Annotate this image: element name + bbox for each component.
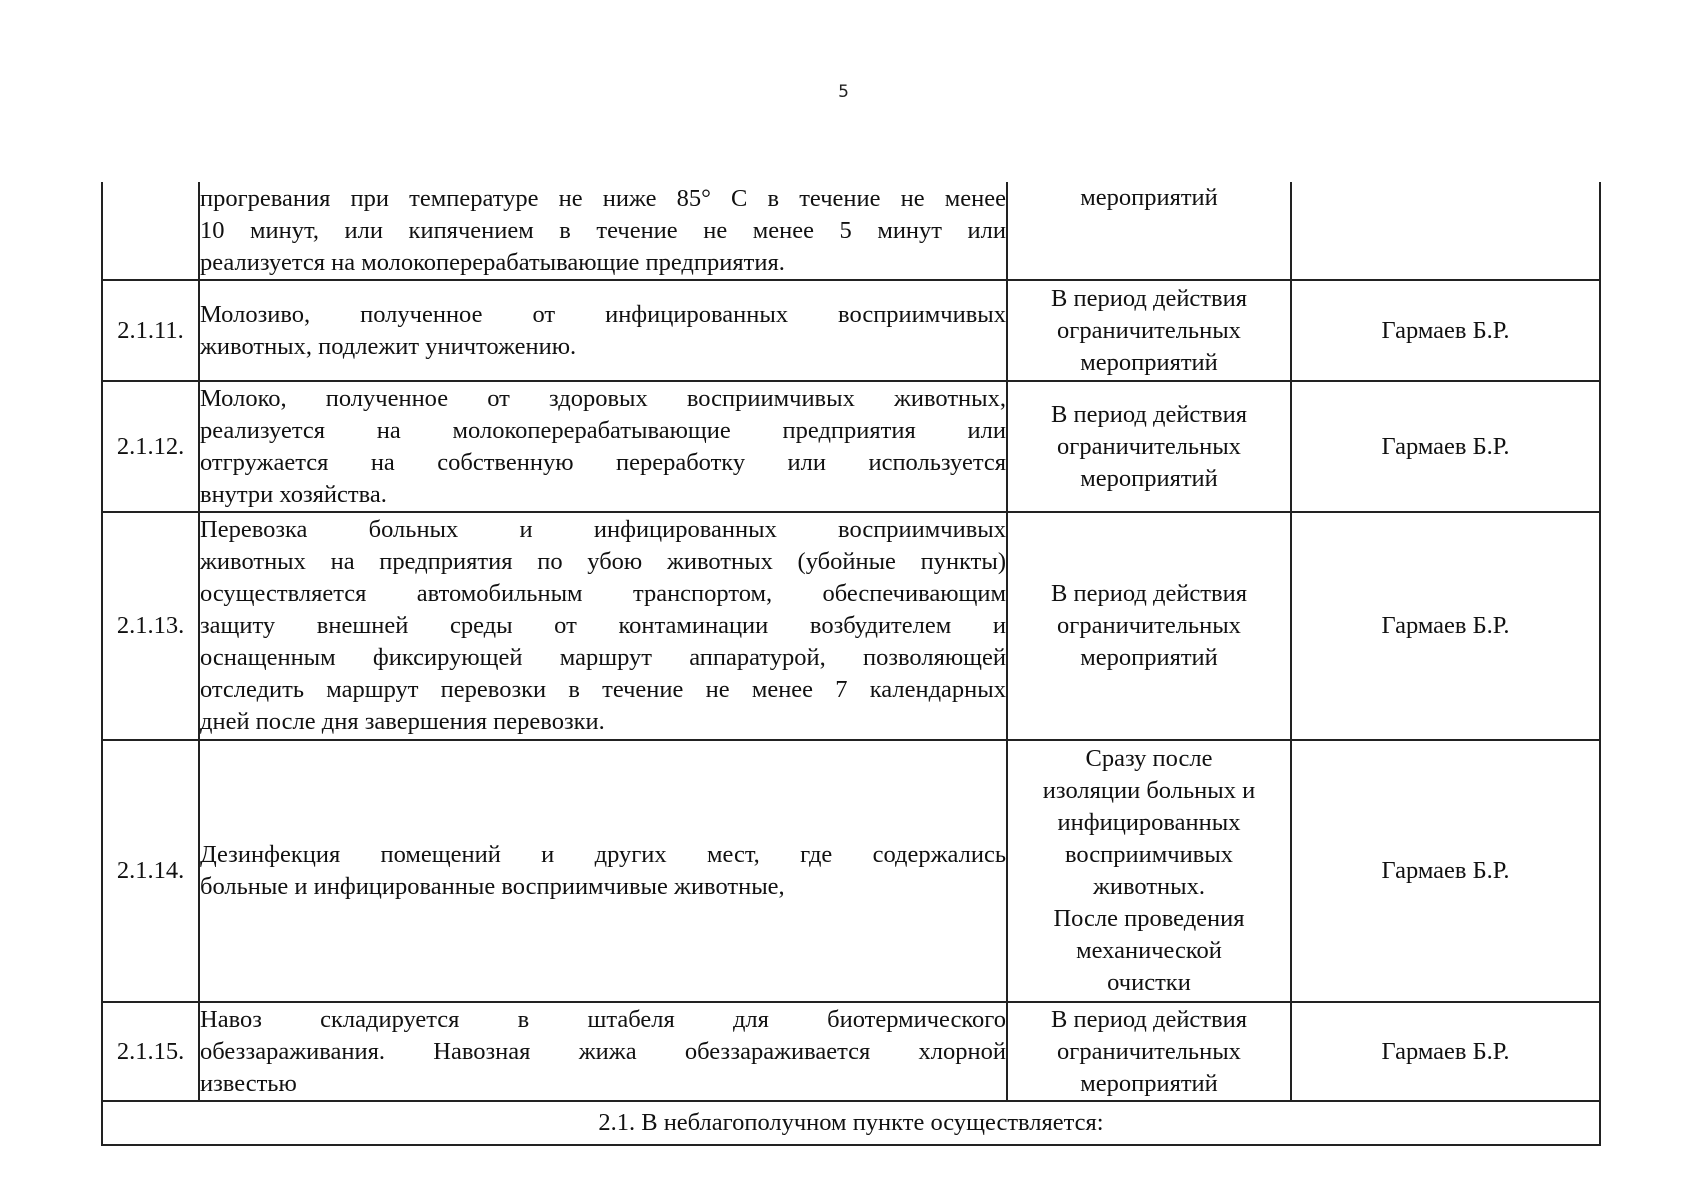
- table-row: [102, 512, 1600, 740]
- description-line: животных, подлежит уничтожению.: [200, 332, 577, 360]
- term-line: мероприятий: [1080, 348, 1218, 376]
- term-line: восприимчивых: [1065, 841, 1233, 868]
- term-line: мероприятий: [1080, 1069, 1218, 1097]
- responsible-person: Гармаев Б.Р.: [1291, 280, 1600, 381]
- execution-term: [1007, 512, 1291, 740]
- description-line: обеззараживания. Навозная жижа обеззараживается хлорной: [200, 1037, 1006, 1065]
- term-line: После проведения: [1053, 905, 1245, 932]
- description-line: защиту внешней среды от контаминации возбудителем и: [200, 612, 1006, 639]
- responsible-person: Гармаев Б.Р.: [1291, 381, 1600, 512]
- row-number: [102, 182, 199, 280]
- measure-description: [199, 740, 1007, 1002]
- description-line: внутри хозяйства.: [200, 480, 387, 508]
- term-line: механической: [1076, 937, 1222, 964]
- description-line: отгружается на собственную переработку или используется: [200, 448, 1006, 476]
- description-line: оснащенным фиксирующей маршрут аппаратурой, позволяющей: [200, 644, 1006, 671]
- section-heading-row: [102, 1101, 1600, 1145]
- term-line: ограничительных: [1057, 316, 1241, 344]
- term-line: В период действия: [1051, 580, 1247, 607]
- term-line: мероприятий: [1080, 644, 1218, 671]
- term-line: очистки: [1107, 969, 1191, 996]
- table-row: [102, 740, 1600, 1002]
- description-line: Молоко, полученное от здоровых восприимчивых животных,: [200, 384, 1006, 412]
- measure-description: [199, 182, 1007, 280]
- term-line: В период действия: [1051, 1005, 1247, 1033]
- description-line: Перевозка больных и инфицированных восприимчивых: [200, 516, 1006, 543]
- measure-description: [199, 1002, 1007, 1101]
- table-row: [102, 381, 1600, 512]
- term-line: ограничительных: [1057, 612, 1241, 639]
- table-row: [102, 182, 1600, 280]
- term-line: В период действия: [1051, 284, 1247, 312]
- responsible-person: Гармаев Б.Р.: [1291, 740, 1600, 1002]
- execution-term: [1007, 740, 1291, 1002]
- measures-table: [101, 182, 1601, 1146]
- responsible-person: Гармаев Б.Р.: [1291, 1002, 1600, 1101]
- execution-term: [1007, 280, 1291, 381]
- description-line: известью: [200, 1069, 297, 1097]
- term-line: животных.: [1092, 873, 1206, 900]
- description-line: Навоз складируется в штабеля для биотермического: [200, 1005, 1006, 1033]
- execution-term: [1007, 381, 1291, 512]
- term-line: мероприятий: [1080, 464, 1218, 492]
- measure-description: [199, 381, 1007, 512]
- table-row: [102, 1002, 1600, 1101]
- term-line: мероприятий: [1080, 184, 1218, 211]
- description-line: Дезинфекция помещений и других мест, где содержались: [200, 841, 1006, 868]
- description-line: реализуется на молокоперерабатывающие предприятия.: [200, 248, 785, 276]
- description-line: 10 минут, или кипячением в течение не менее 5 минут или: [200, 216, 1006, 244]
- description-line: животных на предприятия по убою животных (убойные пункты): [200, 548, 1006, 575]
- row-number: 2.1.14.: [102, 740, 199, 1002]
- term-line: изоляции больных и: [1042, 777, 1256, 804]
- measure-description: [199, 512, 1007, 740]
- measure-description: [199, 280, 1007, 381]
- table-row: [102, 280, 1600, 381]
- term-line: В период действия: [1051, 400, 1247, 428]
- responsible-person: [1291, 182, 1600, 280]
- execution-term: [1007, 182, 1291, 280]
- description-line: отследить маршрут перевозки в течение не менее 7 календарных: [200, 676, 1006, 703]
- row-number: 2.1.13.: [102, 512, 199, 740]
- description-line: больные и инфицированные восприимчивые животные,: [200, 873, 785, 900]
- row-number: 2.1.12.: [102, 381, 199, 512]
- term-line: ограничительных: [1057, 1037, 1241, 1065]
- term-line: инфицированных: [1057, 809, 1241, 836]
- description-line: прогревания при температуре не ниже 85° С в течение не менее: [200, 184, 1006, 212]
- page-number: 5: [838, 82, 849, 102]
- term-line: ограничительных: [1057, 432, 1241, 460]
- row-number: 2.1.11.: [102, 280, 199, 381]
- row-number: 2.1.15.: [102, 1002, 199, 1101]
- execution-term: [1007, 1002, 1291, 1101]
- description-line: осуществляется автомобильным транспортом, обеспечивающим: [200, 580, 1006, 607]
- description-line: Молозиво, полученное от инфицированных восприимчивых: [200, 300, 1006, 328]
- section-heading: 2.1. В неблагополучном пункте осуществляется:: [102, 1101, 1600, 1145]
- description-line: реализуется на молокоперерабатывающие предприятия или: [200, 416, 1006, 444]
- description-line: дней после дня завершения перевозки.: [200, 708, 605, 735]
- term-line: Сразу после: [1085, 745, 1213, 772]
- responsible-person: Гармаев Б.Р.: [1291, 512, 1600, 740]
